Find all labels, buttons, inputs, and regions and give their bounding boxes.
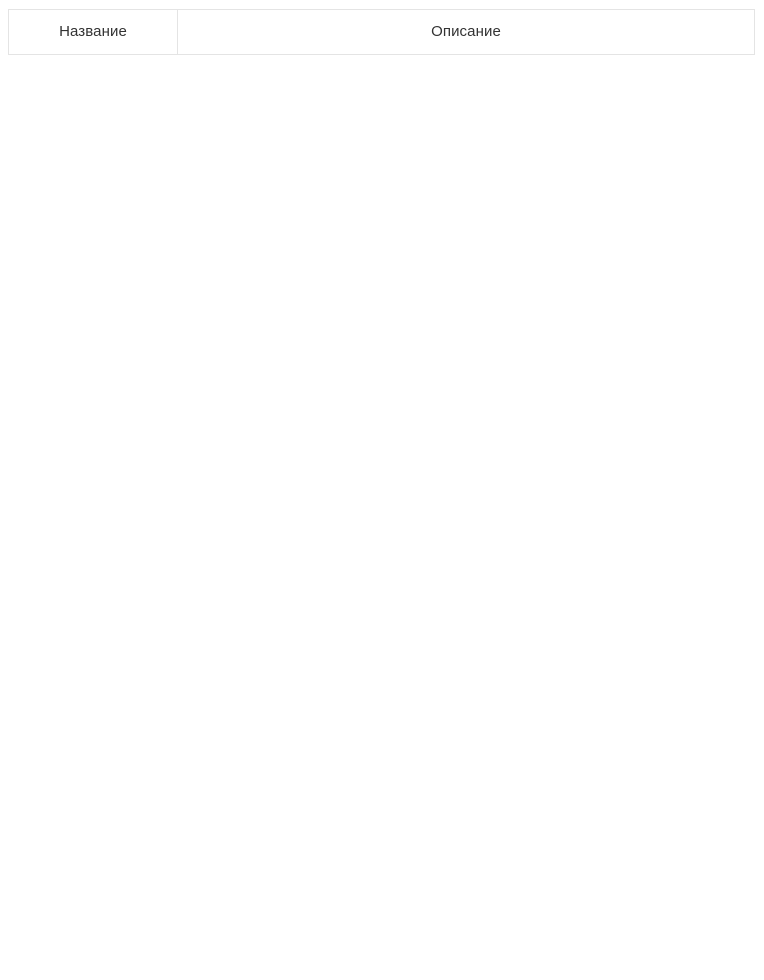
table-header [9,10,755,55]
column-header-description: Описание [178,10,755,55]
trigger-email-steps-table [8,9,755,55]
column-header-name: Название [9,10,178,55]
header-row [9,10,755,55]
